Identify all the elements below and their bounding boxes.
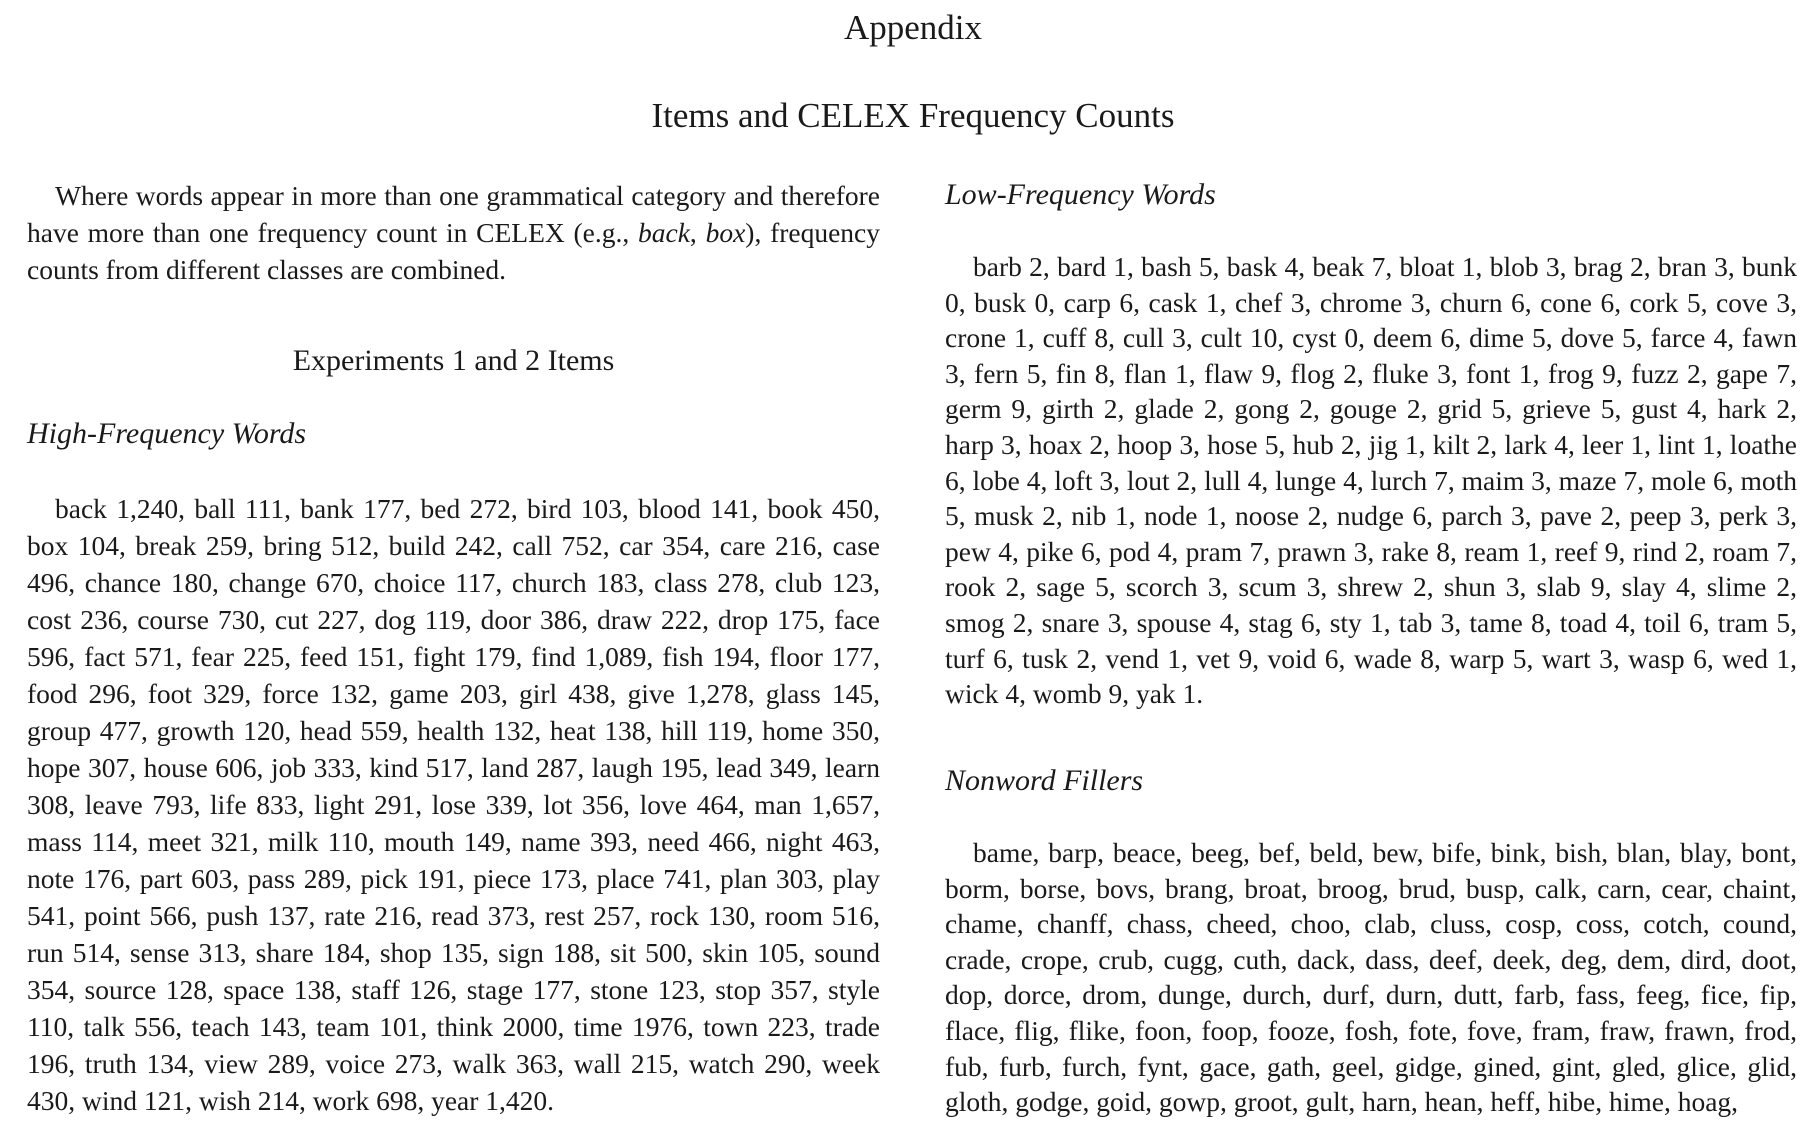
intro-text-after: ), frequency counts from different classes are combined. — [27, 217, 880, 285]
left-column — [27, 0, 880, 1146]
low-frequency-list: barb 2, bard 1, bash 5, bask 4, beak 7, bloat 1, blob 3, brag 2, bran 3, bunk 0, busk 0, carp 6, cask 1, chef 3, chrome 3, churn 6, cone 6, cork 5, cove 3, crone 1, cuff 8, cull 3, cult 10, cyst 0, deem 6, dime 5, dove 5, farce 4, fawn 3, fern 5, fin 8, flan 1, flaw 9, flog 2, fluke 3, font 1, frog 9, fuzz 2, gape 7, germ 9, girth 2, glade 2, gong 2, gouge 2, grid 5, grieve 5, gust 4, hark 2, harp 3, hoax 2, hoop 3, hose 5, hub 2, jig 1, kilt 2, lark 4, leer 1, lint 1, loathe 6, lobe 4, loft 3, lout 2, lull 4, lunge 4, lurch 7, maim 3, maze 7, mole 6, moth 5, musk 2, nib 1, node 1, noose 2, nudge 6, parch 3, pave 2, peep 3, perk 3, pew 4, pike 6, pod 4, pram 7, prawn 3, rake 8, ream 1, reef 9, rind 2, roam 7, rook 2, sage 5, scorch 3, scum 3, shrew 2, shun 3, slab 9, slay 4, slime 2, smog 2, snare 3, spouse 4, stag 6, sty 1, tab 3, tame 8, toad 4, toil 6, tram 5, turf 6, tusk 2, vend 1, vet 9, void 6, wade 8, warp 5, wart 3, wasp 6, wed 1, wick 4, womb 9, yak 1. — [945, 251, 1797, 710]
experiments-heading: Experiments 1 and 2 Items — [292, 344, 615, 377]
appendix-title: Appendix — [843, 8, 983, 47]
intro-text-before: Where words appear in more than one grammatical category and therefore have more than one frequency count in CELEX (e.g., — [27, 180, 880, 248]
nonword-fillers-list: bame, barp, beace, beeg, bef, beld, bew, bife, bink, bish, blan, blay, bont, borm, borse, bovs, brang, broat, broog, brud, busp, calk, carn, cear, chaint, chame, chanff, chass, cheed, choo, clab, cluss, cosp, coss, cotch, cound, crade, crope, crub, cugg, cuth, dack, dass, deef, deek, deg, dem, dird, doot, dop, dorce, drom, dunge, durch, durf, durn, dutt, farb, fass, feeg, fice, fip, flace, flig, flike, foon, foop, fooze, fosh, fote, fove, fram, fraw, frawn, frod, fub, furb, furch, fynt, gace, gath, geel, gidge, gined, gint, gled, glice, glid, gloth, godge, goid, gowp, groot, gult, harn, hean, heff, hibe, hime, hoag, — [945, 837, 1797, 1118]
high-frequency-heading: High-Frequency Words — [27, 417, 307, 450]
intro-example-back: back — [638, 217, 690, 248]
nonword-fillers-heading: Nonword Fillers — [945, 764, 1144, 797]
right-column — [945, 0, 1797, 1146]
high-frequency-list: back 1,240, ball 111, bank 177, bed 272, bird 103, blood 141, book 450, box 104, break 259, bring 512, build 242, call 752, car 354, care 216, case 496, chance 180, change 670, choice 117, church 183, class 278, club 123, cost 236, course 730, cut 227, dog 119, door 386, draw 222, drop 175, face 596, fact 571, fear 225, feed 151, fight 179, find 1,089, fish 194, floor 177, food 296, foot 329, force 132, game 203, girl 438, give 1,278, glass 145, group 477, growth 120, head 559, health 132, heat 138, hill 119, home 350, hope 307, house 606, job 333, kind 517, land 287, laugh 195, lead 349, learn 308, leave 793, life 833, light 291, lose 339, lot 356, love 464, man 1,657, mass 114, meet 321, milk 110, mouth 149, name 393, need 466, night 463, note 176, part 603, pass 289, pick 191, piece 173, place 741, plan 303, play 541, point 566, push 137, rate 216, read 373, rest 257, rock 130, room 516, run 514, sense 313, share 184, shop 135, sign 188, sit 500, skin 105, sound 354, source 128, space 138, staff 126, stage 177, stone 123, stop 357, style 110, talk 556, teach 143, team 101, think 2000, time 1976, town 223, trade 196, truth 134, view 289, voice 273, walk 363, wall 215, watch 290, week 430, wind 121, wish 214, work 698, year 1,420. — [27, 493, 880, 1116]
intro-paragraph — [27, 177, 880, 288]
low-frequency-heading: Low-Frequency Words — [945, 178, 1216, 211]
intro-example-box: box — [705, 217, 746, 248]
intro-separator: , — [689, 217, 706, 248]
section-title: Items and CELEX Frequency Counts — [651, 96, 1175, 135]
